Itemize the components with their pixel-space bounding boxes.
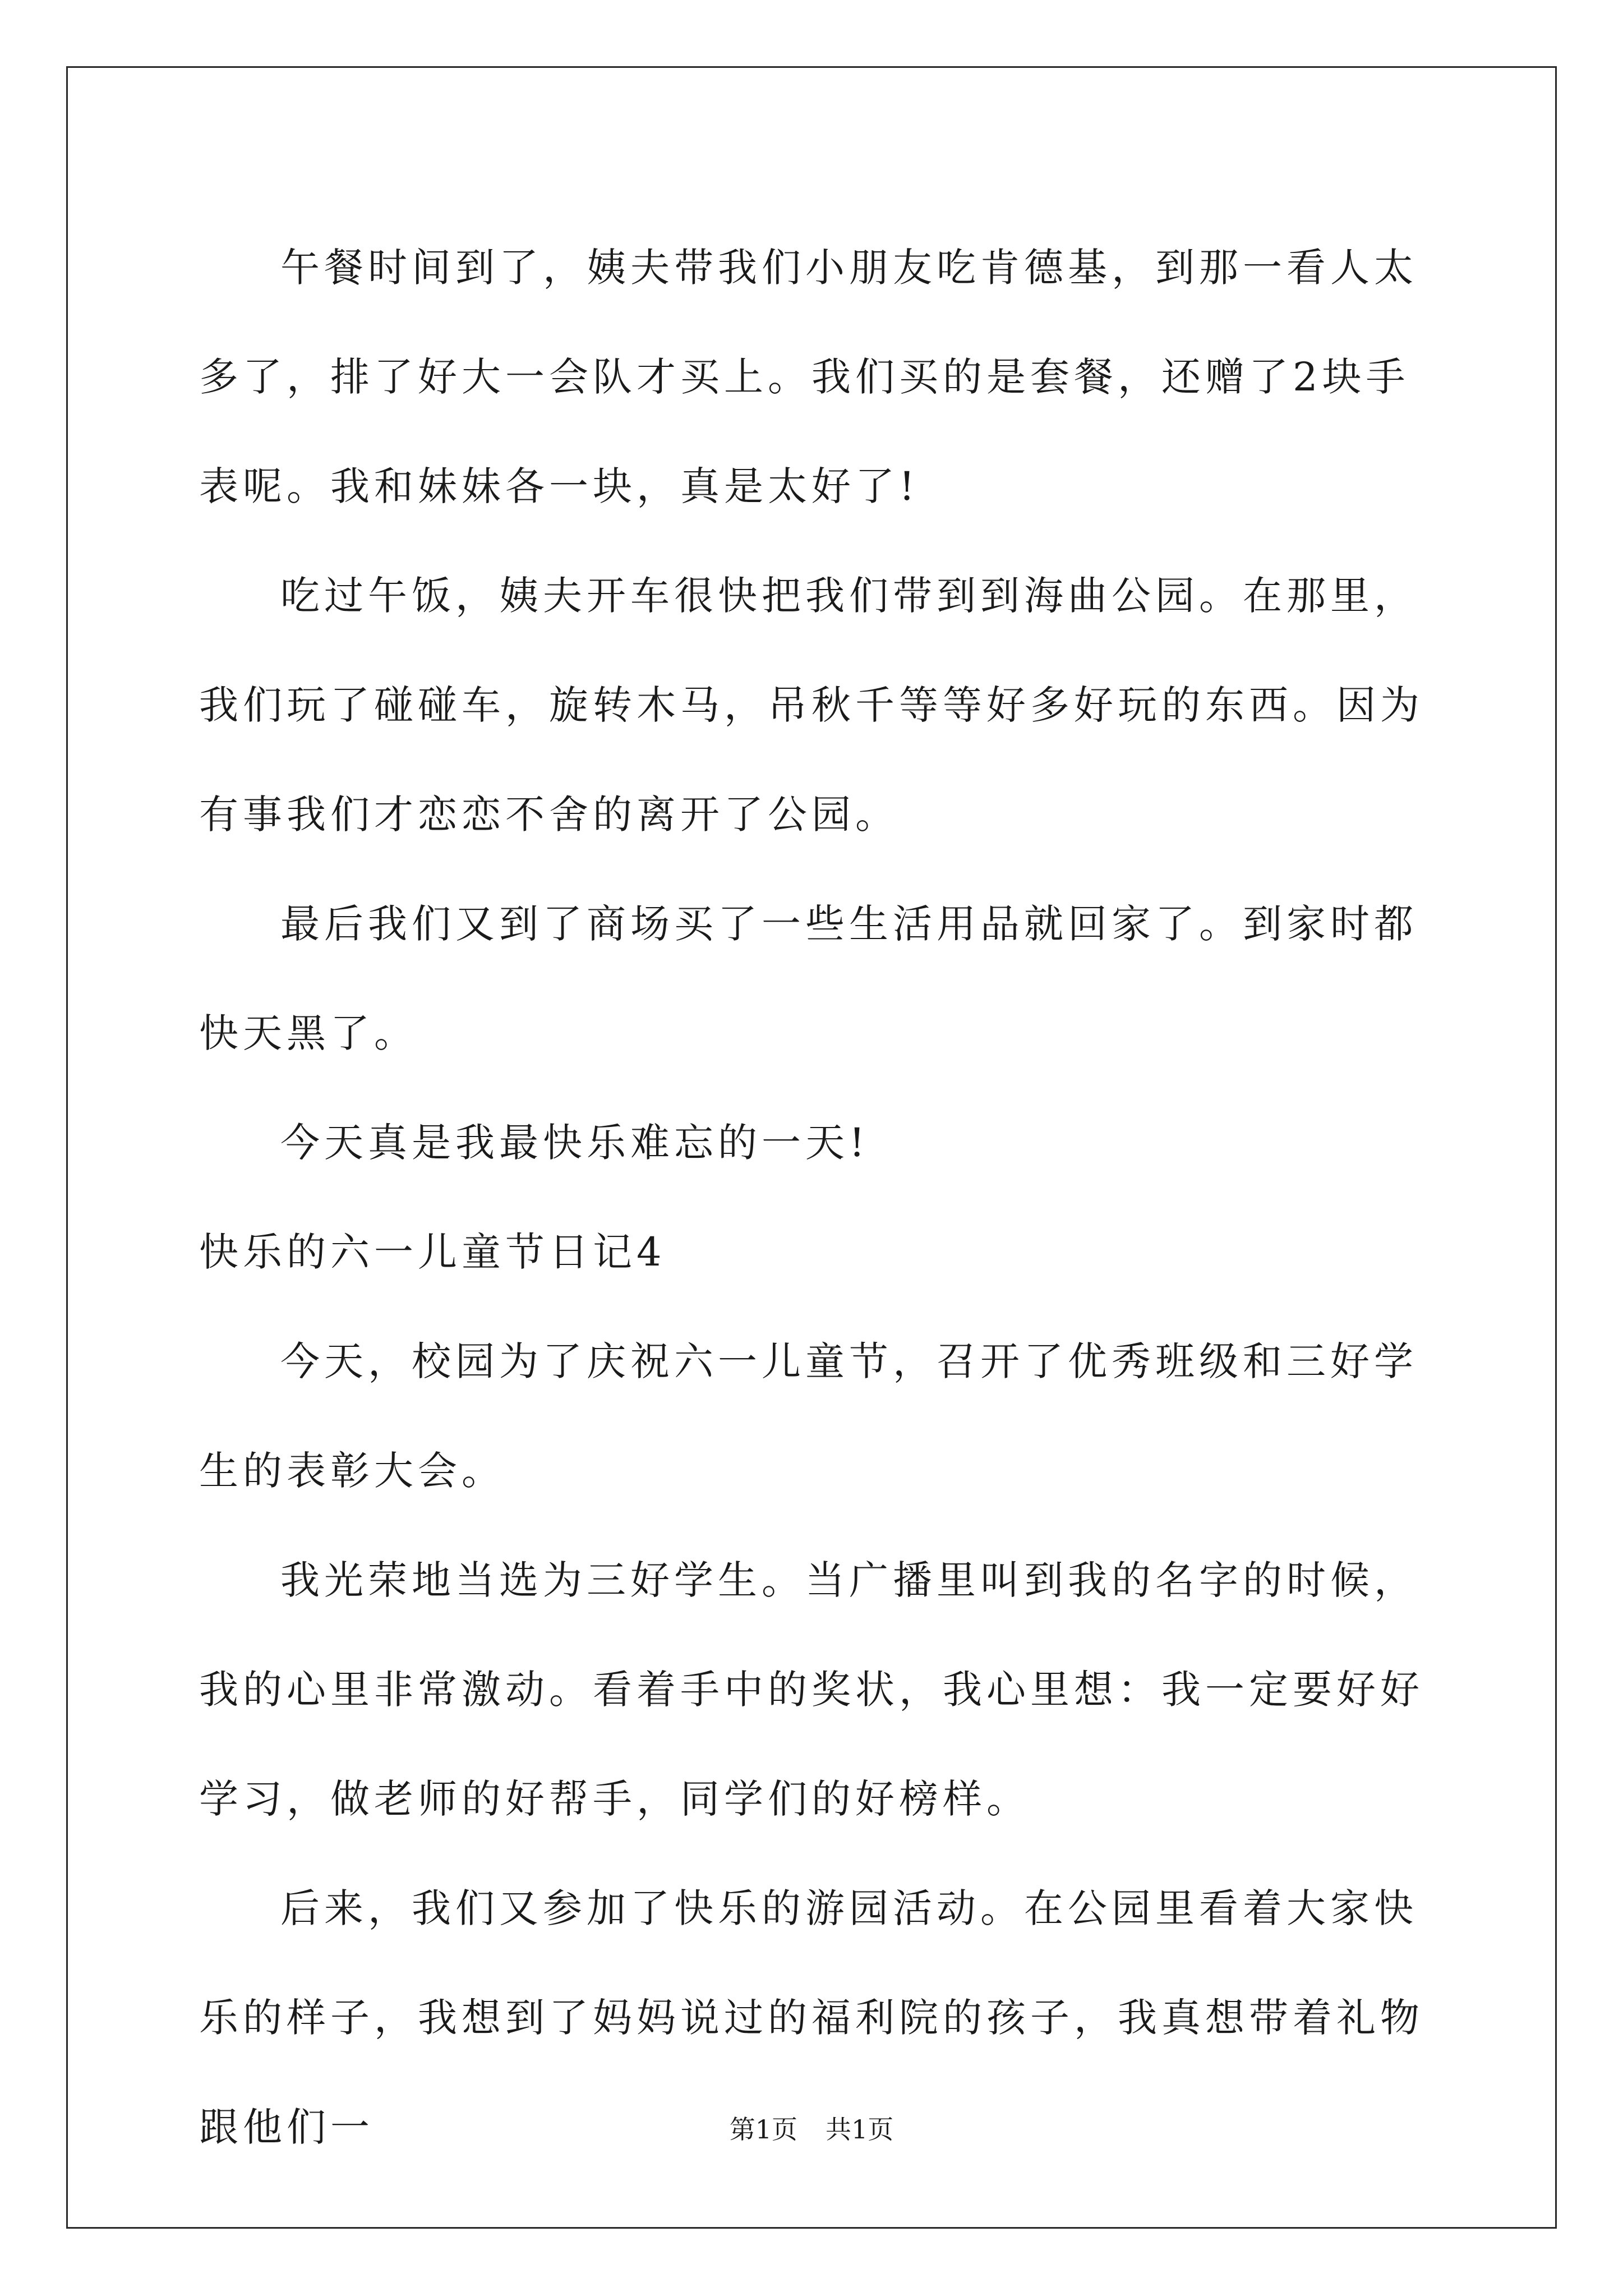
paragraph: 吃过午饭，姨夫开车很快把我们带到到海曲公园。在那里，我们玩了碰碰车，旋转木马，吊秋千等等好多好玩的东西。因为有事我们才恋恋不舍的离开了公园。 <box>199 573 1424 838</box>
paragraph: 今天真是我最快乐难忘的一天! <box>280 1120 870 1166</box>
page-footer <box>0 2109 1623 2146</box>
paragraph: 今天，校园为了庆祝六一儿童节，召开了优秀班级和三好学生的表彰大会。 <box>199 1338 1418 1494</box>
paragraph: 我光荣地当选为三好学生。当广播里叫到我的名字的时候，我的心里非常激动。看着手中的奖状，我心里想：我一定要好好学习，做老师的好帮手，同学们的好榜样。 <box>199 1557 1424 1822</box>
paragraph: 最后我们又到了商场买了一些生活用品就回家了。到家时都快天黑了。 <box>199 901 1418 1056</box>
document-body <box>199 213 1433 2182</box>
page-number: 第1页 <box>729 2114 797 2145</box>
paragraph: 午餐时间到了，姨夫带我们小朋友吃肯德基，到那一看人太多了，排了好大一会队才买上。我们买的是套餐，还赠了2块手表呢。我和妹妹各一块，真是太好了! <box>199 245 1418 509</box>
paragraph: 后来，我们又参加了快乐的游园活动。在公园里看着大家快乐的样子，我想到了妈妈说过的福利院的孩子，我真想带着礼物跟他们一 <box>199 1885 1424 2150</box>
page-total: 共1页 <box>826 2114 894 2145</box>
section-title: 快乐的六一儿童节日记4 <box>199 1229 666 1275</box>
